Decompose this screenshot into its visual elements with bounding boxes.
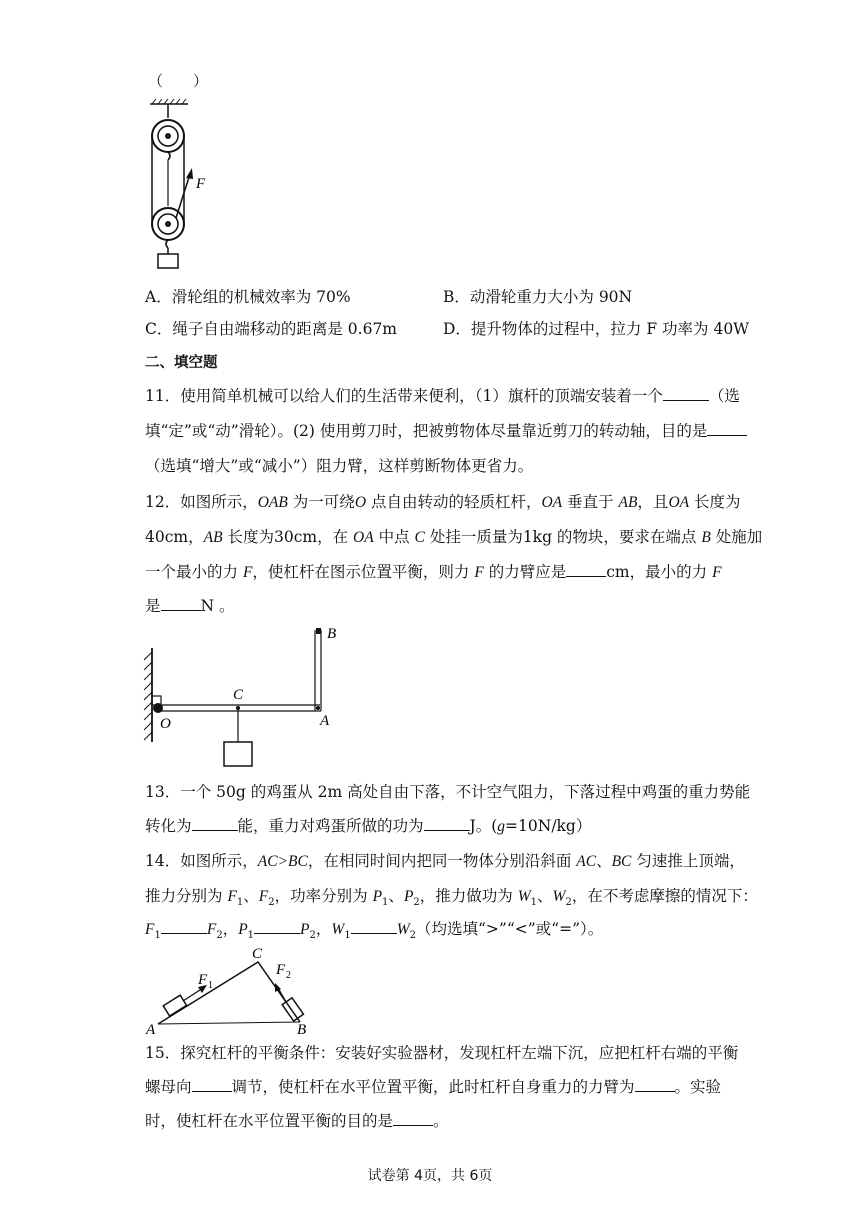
option-d: D．提升物体的过程中，拉力 F 功率为 40W: [443, 320, 750, 338]
q14-blank-2[interactable]: [254, 919, 300, 934]
pulley-figure: [140, 98, 230, 273]
answer-paren: （ ）: [148, 72, 209, 90]
label-f1: F: [198, 972, 208, 988]
q14-line2: 推力分别为 $F_1$、$F_2$，功率分别为 $P_1$、$P_2$，推力做功为 $W_1$、$W_2$，在不考虑摩擦的情况下：: [145, 887, 758, 909]
q11-line2: 填“定”或“动”滑轮）。(2) 使用剪刀时，把被剪物体尽量靠近剪刀的转动轴，目的是: [145, 420, 725, 442]
q12-blank-2[interactable]: [161, 596, 201, 611]
q11-line3: （选填“增大”或“减小”）阻力臂，这样剪断物体更省力。: [145, 457, 534, 475]
section-title: 二、填空题: [145, 355, 218, 371]
q15-blank-1[interactable]: [192, 1077, 232, 1092]
q13-blank-1[interactable]: [192, 816, 238, 831]
q14-line1: 14．如图所示，AC>BC，在相同时间内把同一物体分别沿斜面 AC、BC 匀速推上顶端，: [145, 852, 745, 870]
q12-line3: 一个最小的力 F，使杠杆在图示位置平衡，则力 F 的力臂应是 cm，最小的力 F: [145, 563, 722, 581]
label-f2-sub: 2: [286, 970, 291, 981]
label-o: O: [160, 716, 171, 732]
q11-blank-1[interactable]: [663, 386, 709, 401]
option-b: B．动滑轮重力大小为 90N: [443, 288, 633, 306]
label-c: C: [233, 687, 244, 703]
option-c: C．绳子自由端移动的距离是 0.67m: [145, 320, 397, 338]
label-f1-sub: 1: [208, 980, 213, 991]
label-b: B: [327, 626, 337, 642]
q11-blank-2[interactable]: [707, 421, 747, 436]
lever-figure: [140, 622, 360, 772]
q12-line1: 12．如图所示，OAB 为一可绕O 点自由转动的轻质杠杆，OA 垂直于 AB，且OA 长度为: [145, 493, 741, 511]
q14-blank-1[interactable]: [161, 919, 207, 934]
q14-blank-3[interactable]: [351, 919, 397, 934]
q13-blank-2[interactable]: [424, 816, 470, 831]
force-label-f: F: [196, 176, 206, 192]
page-footer: 试卷第 4页，共 6页: [367, 1168, 493, 1184]
q12-blank-1[interactable]: [566, 562, 606, 577]
q15-blank-2[interactable]: [635, 1077, 675, 1092]
q13-line1: 13．一个 50g 的鸡蛋从 2m 高处自由下落，不计空气阻力，下落过程中鸡蛋的重力势能: [145, 783, 751, 801]
label-f2: F: [276, 962, 286, 978]
label-c: C: [252, 946, 263, 962]
q15-line3: 时，使杠杆在水平位置平衡的目的是 。: [145, 1112, 449, 1130]
label-a: A: [320, 713, 330, 729]
q15-line1: 15．探究杠杆的平衡条件：安装好实验器材，发现杠杆左端下沉，应把杠杆右端的平衡: [145, 1044, 739, 1062]
option-a: A．滑轮组的机械效率为 70%: [145, 288, 351, 306]
q13-line2: 转化为 能，重力对鸡蛋所做的功为 J。(g=10N/kg）: [145, 817, 592, 835]
label-b: B: [297, 1022, 307, 1036]
q15-blank-3[interactable]: [393, 1111, 433, 1126]
q11-line1: 11．使用简单机械可以给人们的生活带来便利，（1）旗杆的顶端安装着一个 （选: [145, 387, 740, 405]
label-a: A: [146, 1022, 156, 1036]
q12-line4: 是 N 。: [145, 597, 235, 615]
q15-line2: 螺母向 调节，使杠杆在水平位置平衡，此时杠杆自身重力的力臂为 。实验: [145, 1078, 722, 1096]
q14-line3: $F_1$ $F_2$，$P_1$ $P_2$，$W_1$ $W_2$（均选填“>”“<”或“=”）。: [145, 920, 604, 942]
incline-figure: [140, 944, 330, 1036]
q12-line2: 40cm，AB 长度为30cm，在 OA 中点 C 处挂一质量为1kg 的物块，要求在端点 B 处施加: [145, 528, 763, 546]
